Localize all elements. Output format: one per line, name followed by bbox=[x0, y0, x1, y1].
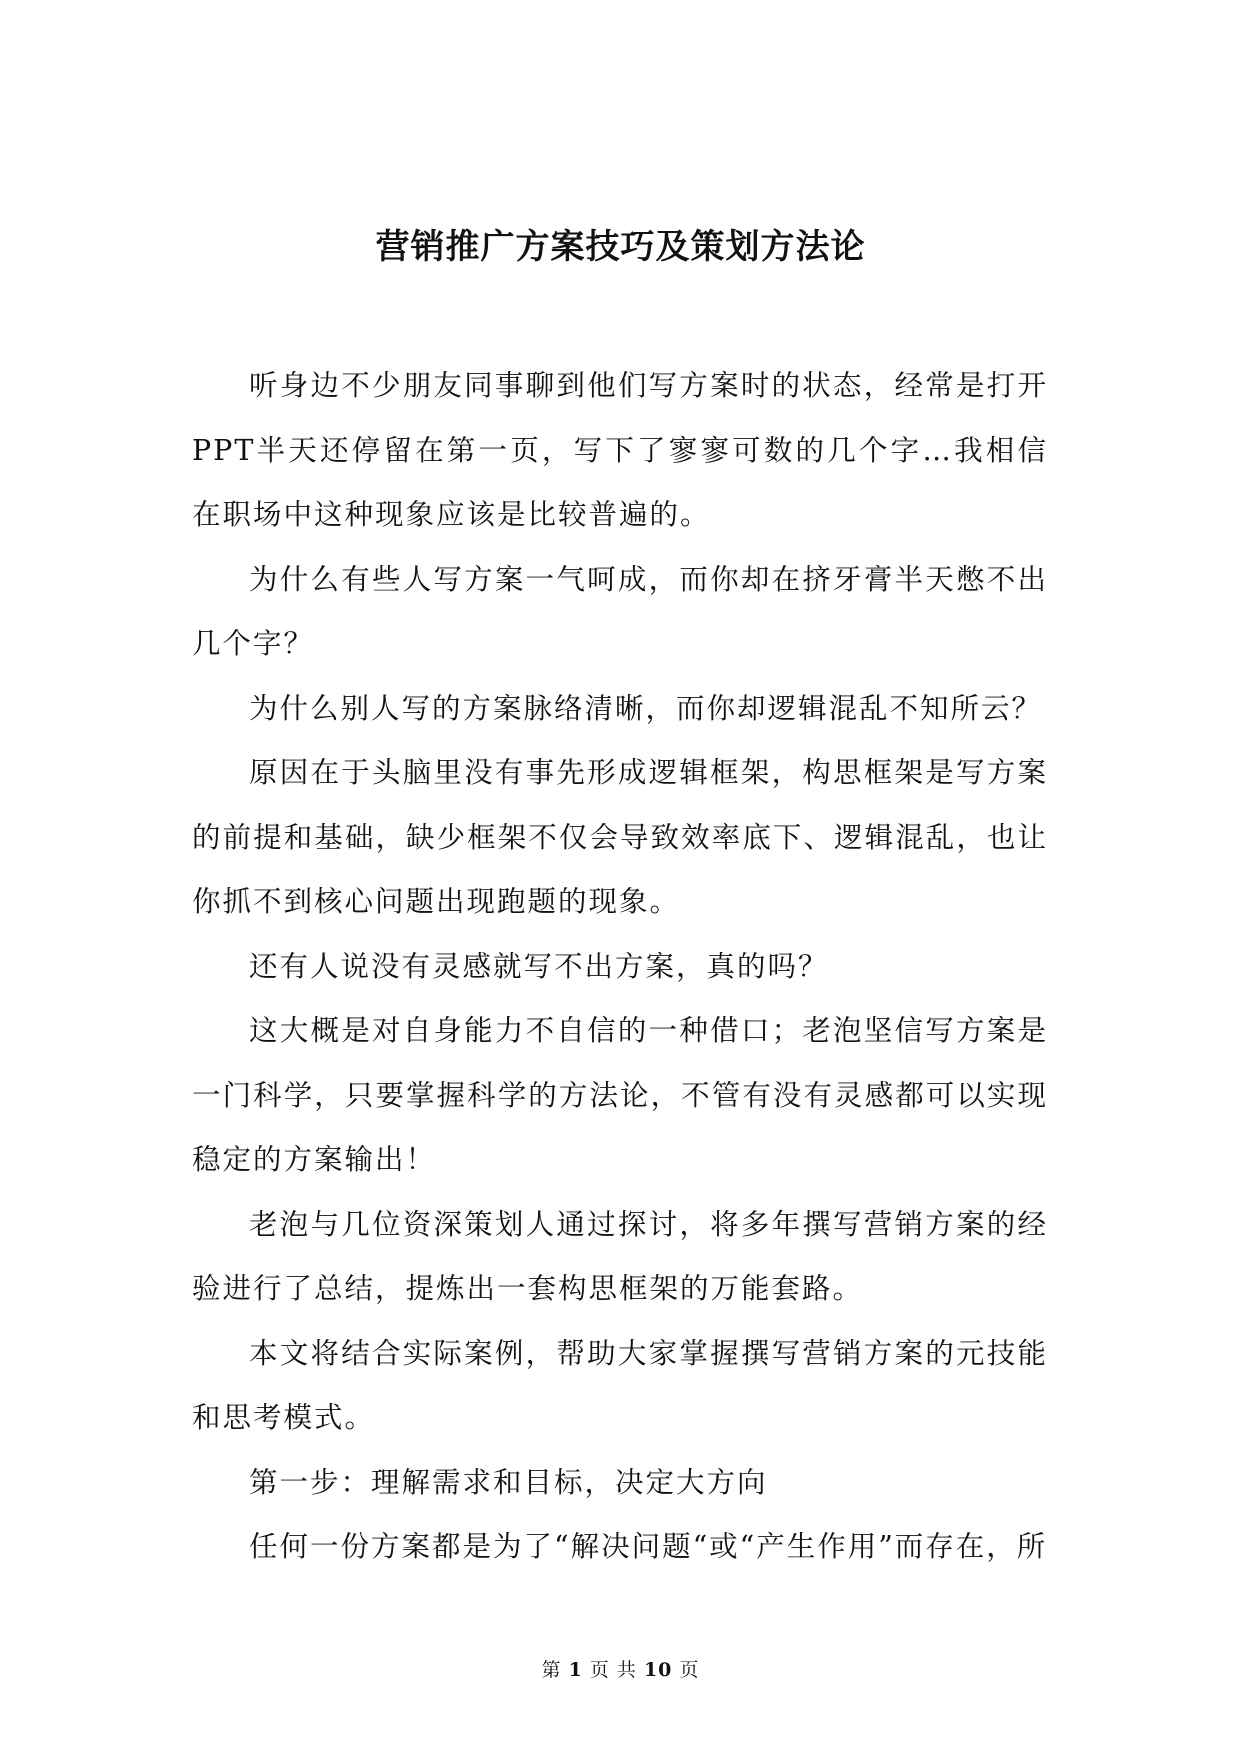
current-page-number: 1 bbox=[568, 1659, 583, 1681]
paragraph: 为什么别人写的方案脉络清晰，而你却逻辑混乱不知所云？ bbox=[249, 691, 1043, 725]
footer-prefix: 第 bbox=[541, 1659, 562, 1681]
paragraph: 本文将结合实际案例，帮助大家掌握撰写营销方案的元技能和思考模式。 bbox=[192, 1336, 1048, 1434]
paragraph: 这大概是对自身能力不自信的一种借口；老泡坚信写方案是一门科学，只要掌握科学的方法论，不管有没有灵感都可以实现稳定的方案输出！ bbox=[192, 1014, 1048, 1176]
footer-middle: 页 共 bbox=[589, 1659, 637, 1681]
section-heading: 第一步：理解需求和目标，决定大方向 bbox=[249, 1465, 768, 1499]
document-body bbox=[192, 354, 1048, 1580]
footer-suffix: 页 bbox=[679, 1659, 700, 1681]
paragraph: 老泡与几位资深策划人通过探讨，将多年撰写营销方案的经验进行了总结，提炼出一套构思框架的万能套路。 bbox=[192, 1207, 1048, 1305]
total-page-count: 10 bbox=[643, 1659, 673, 1681]
paragraph: 还有人说没有灵感就写不出方案，真的吗？ bbox=[249, 949, 829, 983]
document-title: 营销推广方案技巧及策划方法论 bbox=[375, 227, 866, 267]
page-number-footer bbox=[0, 1656, 1241, 1684]
paragraph: 听身边不少朋友同事聊到他们写方案时的状态，经常是打开PPT半天还停留在第一页，写下了寥寥可数的几个字…我相信在职场中这种现象应该是比较普遍的。 bbox=[192, 369, 1048, 531]
paragraph: 为什么有些人写方案一气呵成，而你却在挤牙膏半天憋不出几个字？ bbox=[192, 562, 1048, 660]
paragraph: 原因在于头脑里没有事先形成逻辑框架，构思框架是写方案的前提和基础，缺少框架不仅会导致效率底下、逻辑混乱，也让你抓不到核心问题出现跑题的现象。 bbox=[192, 756, 1048, 918]
paragraph: 任何一份方案都是为了“解决问题“或“产生作用”而存在，所 bbox=[249, 1530, 1048, 1563]
